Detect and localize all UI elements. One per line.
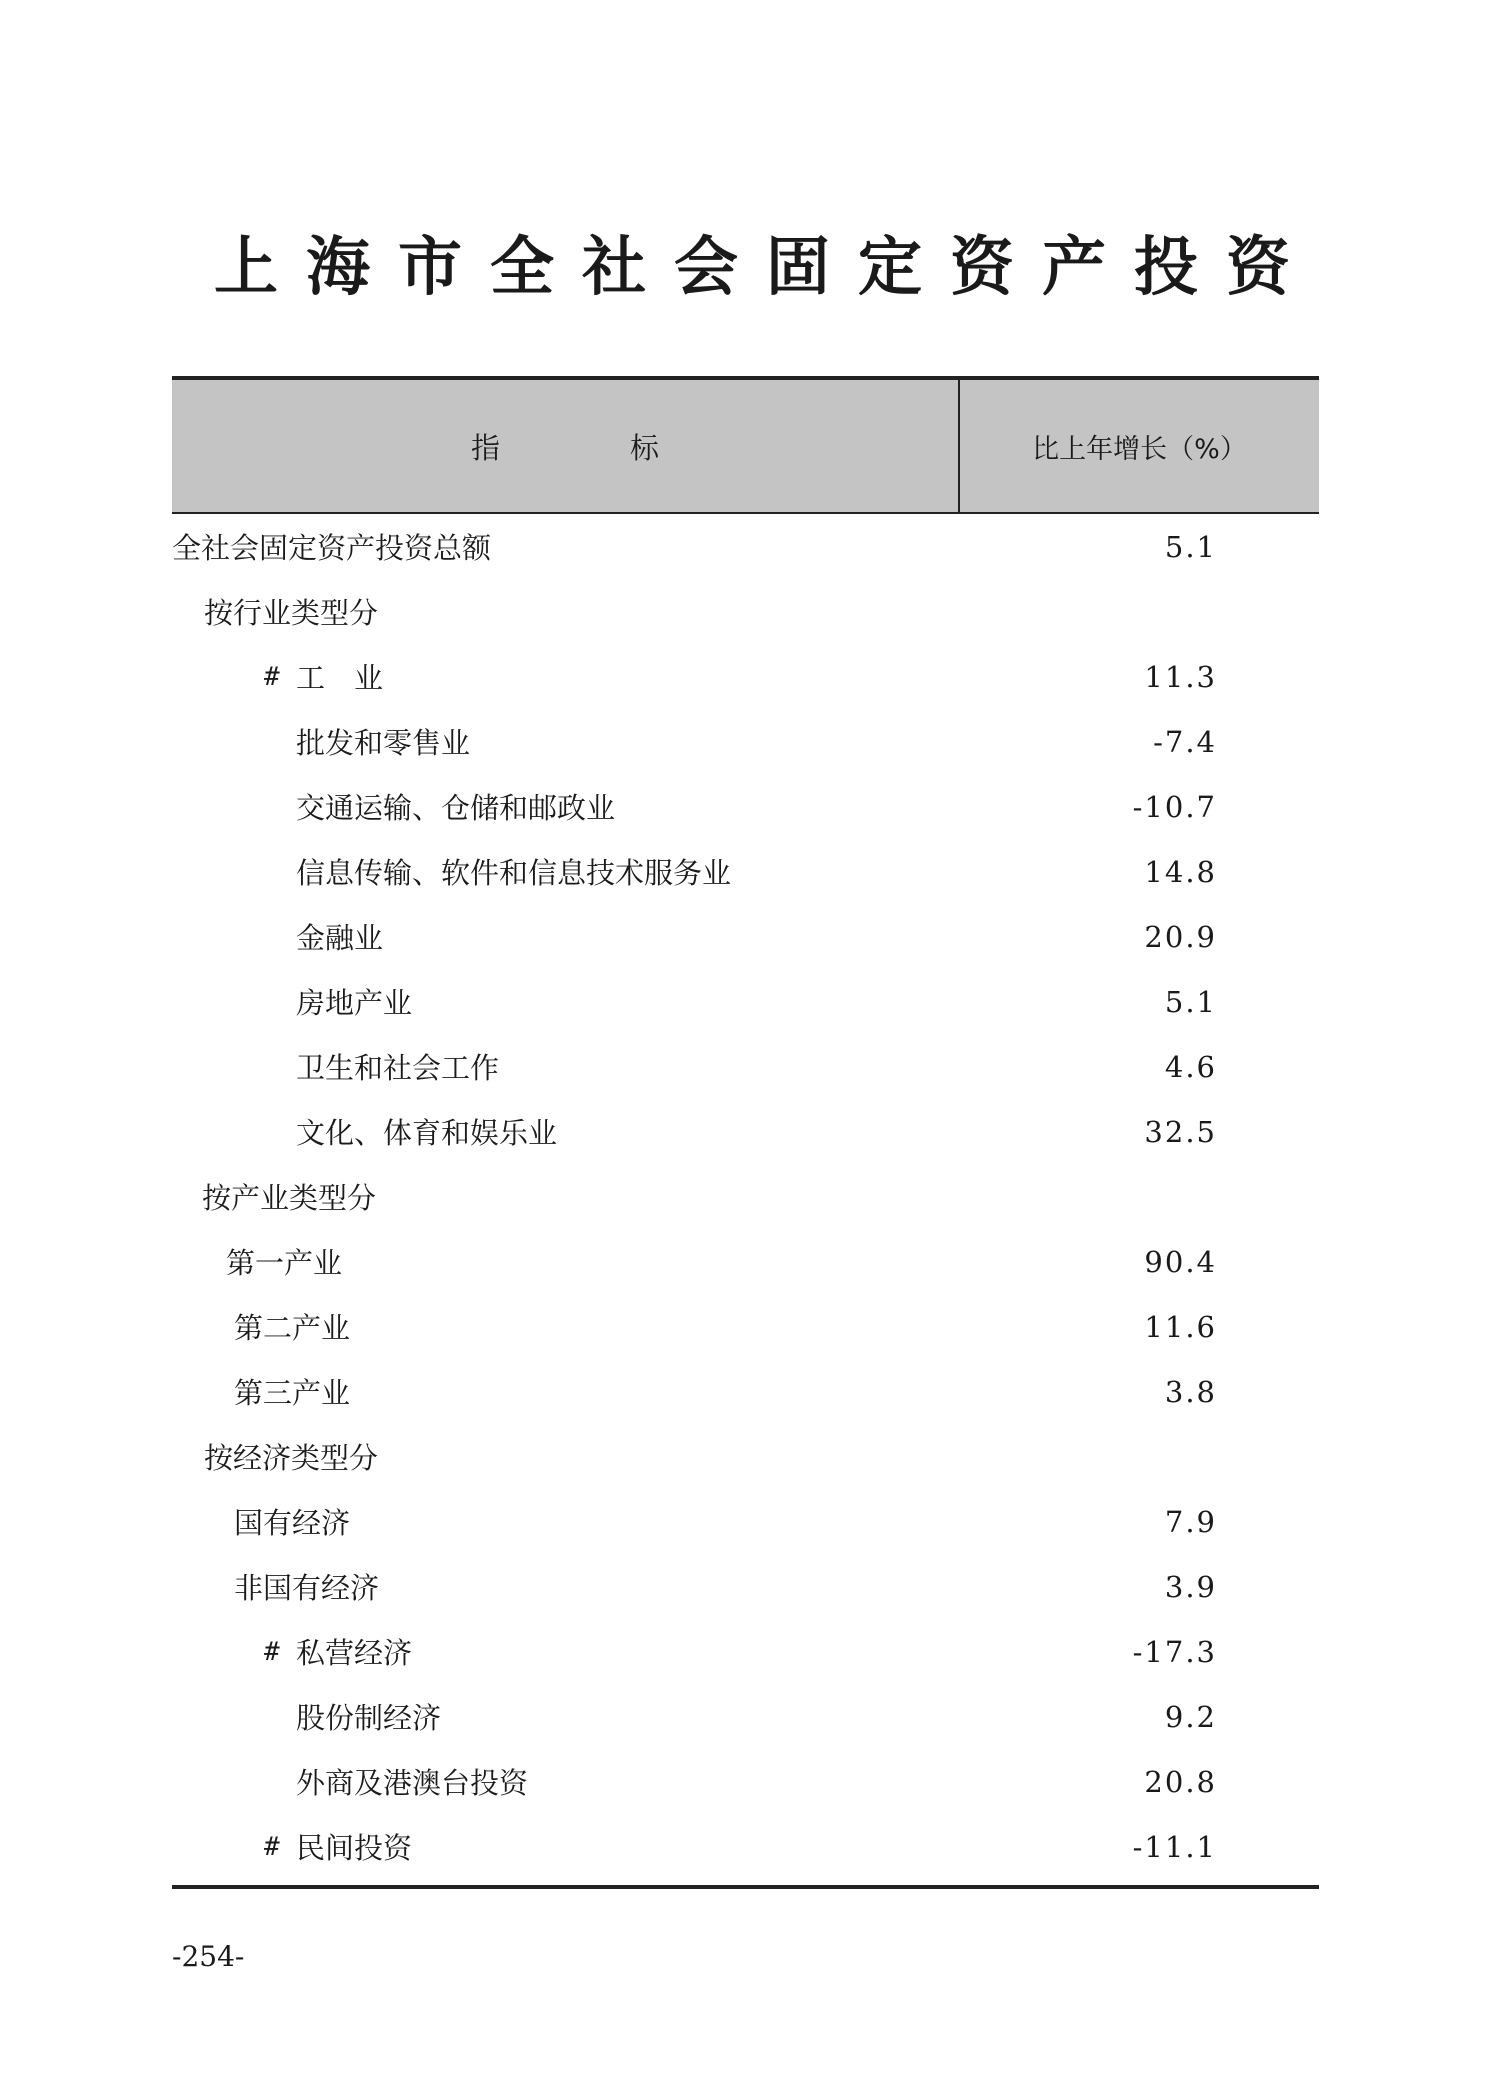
row-hash-mark: #	[264, 1636, 280, 1667]
table-row	[172, 1554, 1319, 1619]
row-value: 11.3	[1144, 659, 1217, 694]
row-value: 11.6	[1144, 1309, 1217, 1344]
row-label: 工 业	[296, 661, 384, 695]
row-value: 5.1	[1164, 984, 1217, 1019]
table-row	[172, 774, 1319, 839]
table-row	[172, 1229, 1319, 1294]
table-row	[172, 579, 1319, 644]
table-row	[172, 1814, 1319, 1879]
table-bottom-rule	[172, 1885, 1319, 1889]
row-value: 5.1	[1164, 529, 1217, 564]
row-label: 第二产业	[234, 1311, 351, 1345]
row-label: 信息传输、软件和信息技术服务业	[296, 856, 732, 890]
table-body	[172, 514, 1319, 1879]
row-value: 3.8	[1164, 1374, 1217, 1409]
row-value: 14.8	[1144, 854, 1217, 889]
row-value: 90.4	[1144, 1244, 1217, 1279]
row-label: 按经济类型分	[204, 1441, 379, 1475]
table-row	[172, 1164, 1319, 1229]
row-label: 股份制经济	[296, 1701, 442, 1735]
table-row	[172, 1489, 1319, 1554]
table-row	[172, 1619, 1319, 1684]
row-label: 非国有经济	[234, 1571, 380, 1605]
table-row	[172, 839, 1319, 904]
table-row	[172, 514, 1319, 579]
row-label: 房地产业	[296, 986, 413, 1020]
table-row	[172, 904, 1319, 969]
row-value: 9.2	[1164, 1699, 1217, 1734]
row-value: -17.3	[1132, 1634, 1217, 1669]
row-label: 国有经济	[234, 1506, 351, 1540]
table-row	[172, 644, 1319, 709]
row-label: 按行业类型分	[204, 596, 379, 630]
row-label: 卫生和社会工作	[296, 1051, 500, 1085]
table-row	[172, 1294, 1319, 1359]
row-value: 20.8	[1144, 1764, 1217, 1799]
row-value: -10.7	[1132, 789, 1217, 824]
row-value: -7.4	[1153, 724, 1217, 759]
row-hash-mark: #	[264, 1831, 280, 1862]
row-label: 私营经济	[296, 1636, 413, 1670]
row-label: 外商及港澳台投资	[296, 1766, 529, 1800]
table-row	[172, 1359, 1319, 1424]
row-value: 3.9	[1164, 1569, 1217, 1604]
table-row	[172, 1684, 1319, 1749]
table-row	[172, 709, 1319, 774]
row-label: 金融业	[296, 921, 384, 955]
header-growth: 比上年增长（%）	[1032, 433, 1247, 465]
row-value: 20.9	[1144, 919, 1217, 954]
table-row	[172, 1424, 1319, 1489]
header-indicator	[172, 380, 960, 512]
investment-table	[172, 376, 1319, 1889]
row-label: 交通运输、仓储和邮政业	[296, 791, 616, 825]
table-header	[172, 380, 1319, 514]
row-label: 文化、体育和娱乐业	[296, 1116, 558, 1150]
row-label: 第三产业	[234, 1376, 351, 1410]
row-hash-mark: #	[264, 661, 280, 692]
row-label: 全社会固定资产投资总额	[172, 531, 492, 565]
row-label: 第一产业	[226, 1246, 343, 1280]
page-number: -254-	[172, 1940, 245, 1973]
header-indicator-char-2: 标	[630, 430, 660, 465]
row-label: 民间投资	[296, 1831, 413, 1865]
table-row	[172, 1099, 1319, 1164]
header-indicator-char-1: 指	[470, 430, 500, 465]
table-row	[172, 1749, 1319, 1814]
row-value: 4.6	[1164, 1049, 1217, 1084]
row-label: 按产业类型分	[202, 1181, 377, 1215]
row-value: -11.1	[1132, 1829, 1217, 1864]
page-title: 上海市全社会固定资产投资	[214, 230, 1318, 305]
row-value: 32.5	[1144, 1114, 1217, 1149]
table-row	[172, 969, 1319, 1034]
table-row	[172, 1034, 1319, 1099]
row-value: 7.9	[1164, 1504, 1217, 1539]
row-label: 批发和零售业	[296, 726, 471, 760]
